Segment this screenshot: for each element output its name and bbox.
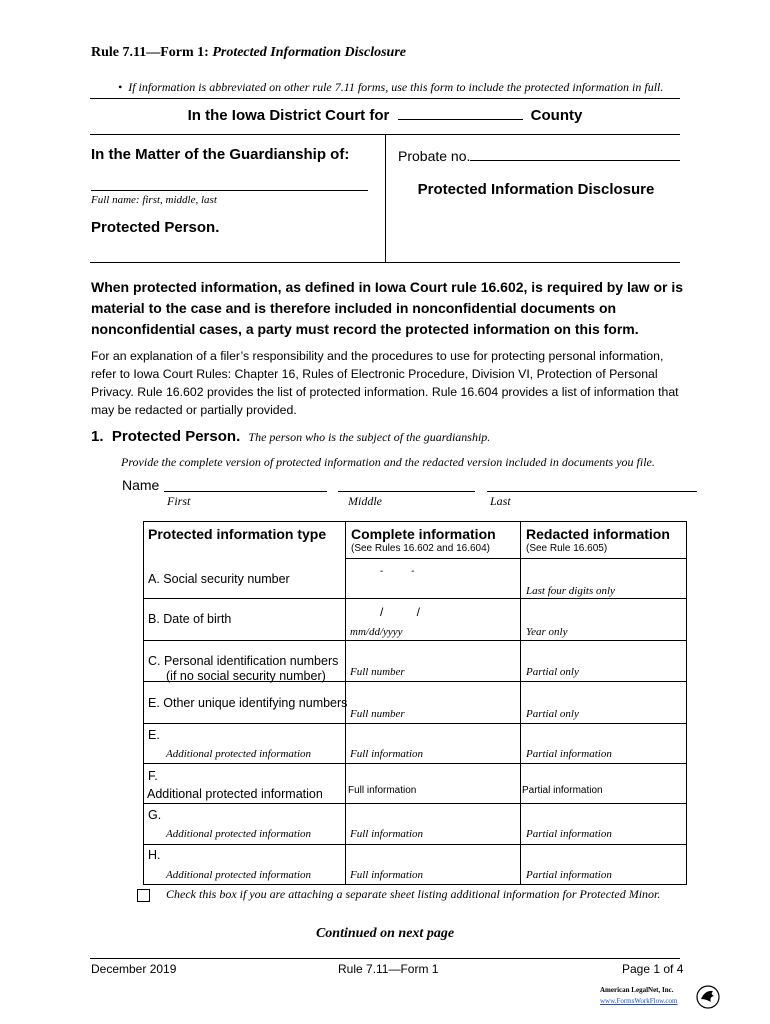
row-c-label: C. Personal identification numbers [148, 654, 339, 668]
court-suffix: County [530, 107, 583, 124]
row-b-label: B. Date of birth [148, 612, 232, 626]
bullet-icon: • [118, 80, 123, 94]
probate-label: Probate no. [398, 148, 471, 164]
row-e-other-complete[interactable]: Full number [350, 708, 405, 720]
last-name-field[interactable] [487, 491, 697, 492]
section1-instruction: Provide the complete version of protected information and the redacted version included in documents you file. [121, 455, 655, 469]
table-row-line [143, 640, 687, 641]
table-row-line [143, 763, 687, 764]
table-col-divider-2 [520, 521, 521, 885]
row-e-hint[interactable]: Additional protected information [166, 748, 312, 760]
row-a-label: A. Social security number [148, 572, 290, 586]
row-e-other-redacted[interactable]: Partial only [526, 708, 579, 720]
row-e-other-label: E. Other unique identifying numbers [148, 696, 348, 710]
row-b-redacted[interactable]: Year only [526, 626, 568, 638]
court-heading [90, 105, 680, 124]
footer-divider [90, 958, 680, 959]
attachment-note: Check this box if you are attaching a separate sheet listing additional information for Protected Minor. [166, 887, 661, 901]
row-g-complete[interactable]: Full information [350, 828, 424, 840]
row-e-label: E. [148, 728, 160, 742]
section1-heading [91, 428, 490, 445]
probate-number-field[interactable] [470, 146, 680, 161]
table-row-line [143, 598, 687, 599]
continued-note: Continued on next page [315, 926, 455, 941]
publisher-name: American LegalNet, Inc. [600, 986, 674, 994]
form-rule-title [91, 45, 406, 61]
full-name-hint: Full name: first, middle, last [91, 194, 217, 206]
section1-title: Protected Person. [111, 428, 241, 445]
row-h-label: H. [148, 848, 161, 862]
table-row-line [143, 803, 687, 804]
intro-paragraph: For an explanation of a filer’s responsibility and the procedures to use for protecting personal information, refer to Iowa Court Rules: Chapter 16, Rules of Electronic Procedure, Division VI, Protection of Personal Privacy. Rule 16.602 provides the list of protected information. Rule 16.604 provides a list of information that may be redacted or partially provided. [91, 349, 679, 417]
row-b-date-input[interactable]: / / [380, 605, 421, 619]
row-f-label-2[interactable]: Additional protected information [147, 787, 323, 801]
footer-form-id: Rule 7.11—Form 1 [338, 962, 439, 976]
header-redacted: Redacted information [526, 526, 670, 542]
row-g-redacted[interactable]: Partial information [526, 828, 612, 840]
last-name-hint: Last [490, 494, 511, 508]
row-f-label: F. [148, 769, 158, 783]
row-h-complete[interactable]: Full information [350, 869, 424, 881]
form-title: Protected Information Disclosure [417, 181, 655, 198]
caption-divider [385, 134, 386, 262]
table-header-line [345, 558, 687, 559]
row-a-ssn-input[interactable]: - - [380, 566, 415, 577]
attachment-checkbox[interactable] [137, 889, 150, 902]
intro-bold-paragraph: When protected information, as defined in Iowa Court rule 16.602, is required by law or is material to the case and is therefore included in nonconfidential documents on nonconfidential cases, a party must record the protected information on this form. [91, 279, 684, 337]
rule-title: Protected Information Disclosure [212, 45, 406, 60]
section1-description: The person who is the subject of the guardianship. [248, 430, 491, 444]
section1-number: 1. [91, 428, 104, 445]
full-name-field[interactable] [91, 190, 368, 191]
row-c-label-2: (if no social security number) [166, 669, 326, 683]
header-complete: Complete information [351, 526, 496, 542]
middle-name-field[interactable] [338, 491, 475, 492]
eagle-logo-icon [696, 984, 720, 1010]
county-field[interactable] [398, 105, 523, 120]
publisher-url[interactable]: www.FormsWorkFlow.com [600, 997, 678, 1005]
middle-name-hint: Middle [348, 494, 382, 508]
row-f-redacted[interactable]: Partial information [522, 785, 603, 796]
row-e-complete[interactable]: Full information [350, 748, 424, 760]
row-c-redacted[interactable]: Partial only [526, 666, 579, 678]
footer-date: December 2019 [91, 962, 177, 976]
protected-person-label: Protected Person. [91, 219, 220, 236]
caption-bottom-line [90, 262, 680, 263]
matter-label: In the Matter of the Guardianship of: [91, 146, 350, 163]
header-redacted-sub: (See Rule 16.605) [526, 543, 608, 554]
row-e-redacted[interactable]: Partial information [526, 748, 612, 760]
header-complete-sub: (See Rules 16.602 and 16.604) [351, 543, 490, 554]
header-type: Protected information type [148, 526, 327, 542]
row-h-hint[interactable]: Additional protected information [166, 869, 312, 881]
row-b-complete-hint: mm/dd/yyyy [350, 626, 403, 638]
header-divider [90, 98, 680, 99]
table-row-line [143, 723, 687, 724]
row-h-redacted[interactable]: Partial information [526, 869, 612, 881]
footer-page: Page 1 of 4 [622, 962, 684, 976]
first-name-field[interactable] [164, 491, 327, 492]
probate-number [398, 146, 680, 164]
bullet-note-text: If information is abbreviated on other rule 7.11 forms, use this form to include the protected information in full. [128, 80, 664, 94]
bullet-note [118, 80, 663, 95]
row-f-complete[interactable]: Full information [348, 785, 417, 796]
court-prefix: In the Iowa District Court for [187, 107, 390, 124]
row-g-label: G. [148, 808, 162, 822]
rule-label: Rule 7.11—Form 1: [91, 45, 209, 60]
row-a-redacted[interactable]: Last four digits only [526, 585, 615, 597]
row-g-hint[interactable]: Additional protected information [166, 828, 312, 840]
table-row-line [143, 844, 687, 845]
name-label: Name [122, 477, 160, 493]
first-name-hint: First [167, 494, 191, 508]
row-c-complete[interactable]: Full number [350, 666, 405, 678]
